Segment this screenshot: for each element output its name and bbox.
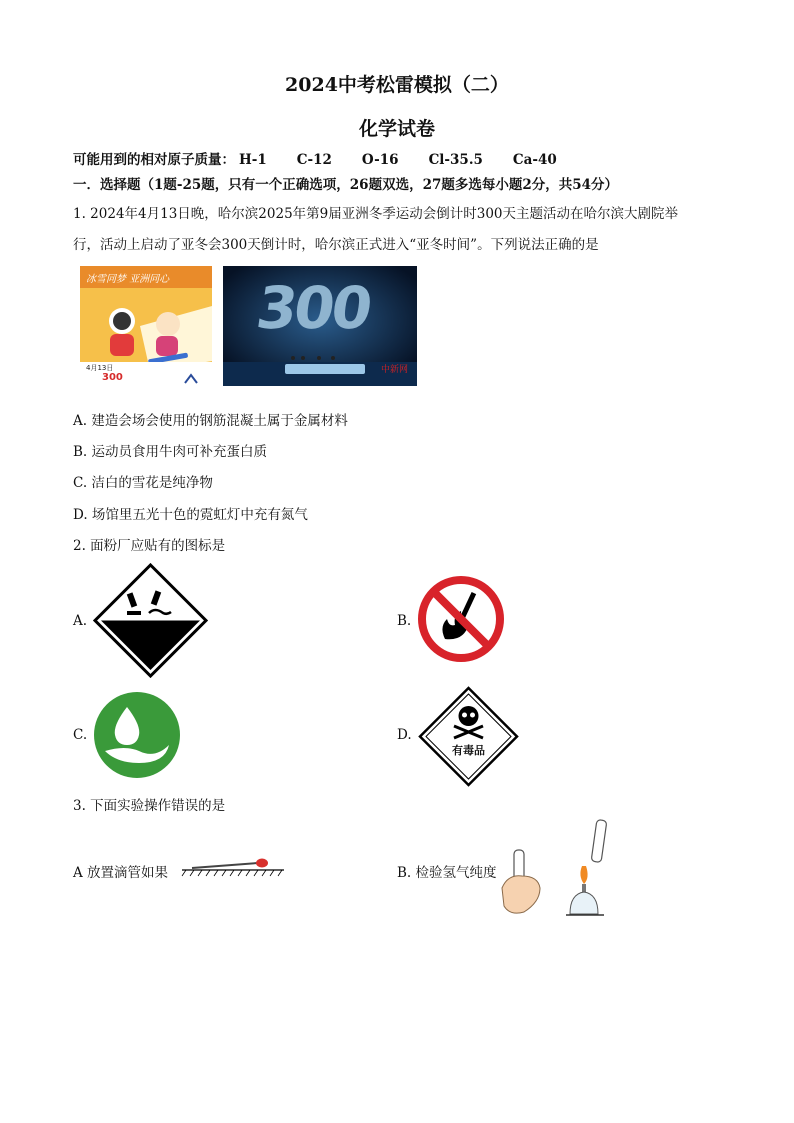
page-subtitle: 化学试卷	[358, 118, 435, 140]
countdown-stage-photo	[223, 266, 417, 386]
poster-number: 300	[102, 372, 123, 383]
stage-countdown-number: 300	[252, 274, 374, 342]
mass-h: H-1	[239, 152, 267, 168]
poster-date: 4月13日	[86, 364, 114, 372]
atomic-mass-line	[73, 148, 587, 168]
mass-o: O-16	[361, 152, 399, 168]
poster-logo-icon	[184, 370, 198, 382]
corrosive-sign-icon	[93, 563, 208, 678]
q1-option-d[interactable]: D. 场馆里五光十色的霓虹灯中充有氮气	[73, 507, 308, 523]
toxic-substance-sign-icon	[418, 686, 519, 787]
q3-option-a[interactable]: A 放置滴管如果	[73, 865, 169, 881]
page-title: 2024中考松雷模拟（二）	[285, 74, 509, 96]
q3-option-b[interactable]: B. 检验氢气纯度	[397, 865, 497, 881]
q3-stem: 3. 下面实验操作错误的是	[73, 798, 226, 814]
poster-banner: 冰雪同梦 亚洲同心	[86, 274, 170, 285]
q2-label-d[interactable]: D.	[397, 727, 412, 743]
q1-option-b[interactable]: B. 运动员食用牛肉可补充蛋白质	[73, 444, 268, 460]
water-saving-sign-icon	[93, 691, 181, 779]
mass-c: C-12	[296, 152, 332, 168]
news-watermark: 中新网	[381, 365, 409, 375]
mass-cl: Cl-35.5	[428, 152, 483, 168]
mass-ca: Ca-40	[512, 152, 557, 168]
q2-label-a[interactable]: A.	[73, 613, 88, 629]
toxic-sign-label: 有毒品	[452, 744, 485, 757]
no-open-flame-sign-icon	[417, 575, 505, 663]
hydrogen-purity-test-illustration	[500, 818, 618, 920]
atomic-mass-label: 可能用到的相对原子质量：	[73, 152, 235, 168]
dropper-on-table-illustration	[178, 856, 288, 878]
q1-option-a[interactable]: A. 建造会场会使用的钢筋混凝土属于金属材料	[73, 413, 348, 429]
q2-stem: 2. 面粉厂应贴有的图标是	[73, 538, 226, 554]
q1-option-c[interactable]: C. 洁白的雪花是纯净物	[73, 475, 213, 491]
q1-stem-line1: 1. 2024年4月13日晚，哈尔滨2025年第9届亚洲冬季运动会倒计时300天主题活动在哈尔滨大剧院举	[73, 206, 679, 222]
section-heading: 一．选择题（1题-25题，只有一个正确选项，26题双选，27题多选每小题2分，共54分）	[73, 177, 619, 193]
q2-label-c[interactable]: C.	[73, 727, 88, 743]
q1-stem-line2: 行，活动上启动了亚冬会300天倒计时，哈尔滨正式进入“亚冬时间”。下列说法正确的是	[73, 237, 599, 253]
q2-label-b[interactable]: B.	[397, 613, 412, 629]
asian-games-poster	[80, 266, 212, 388]
